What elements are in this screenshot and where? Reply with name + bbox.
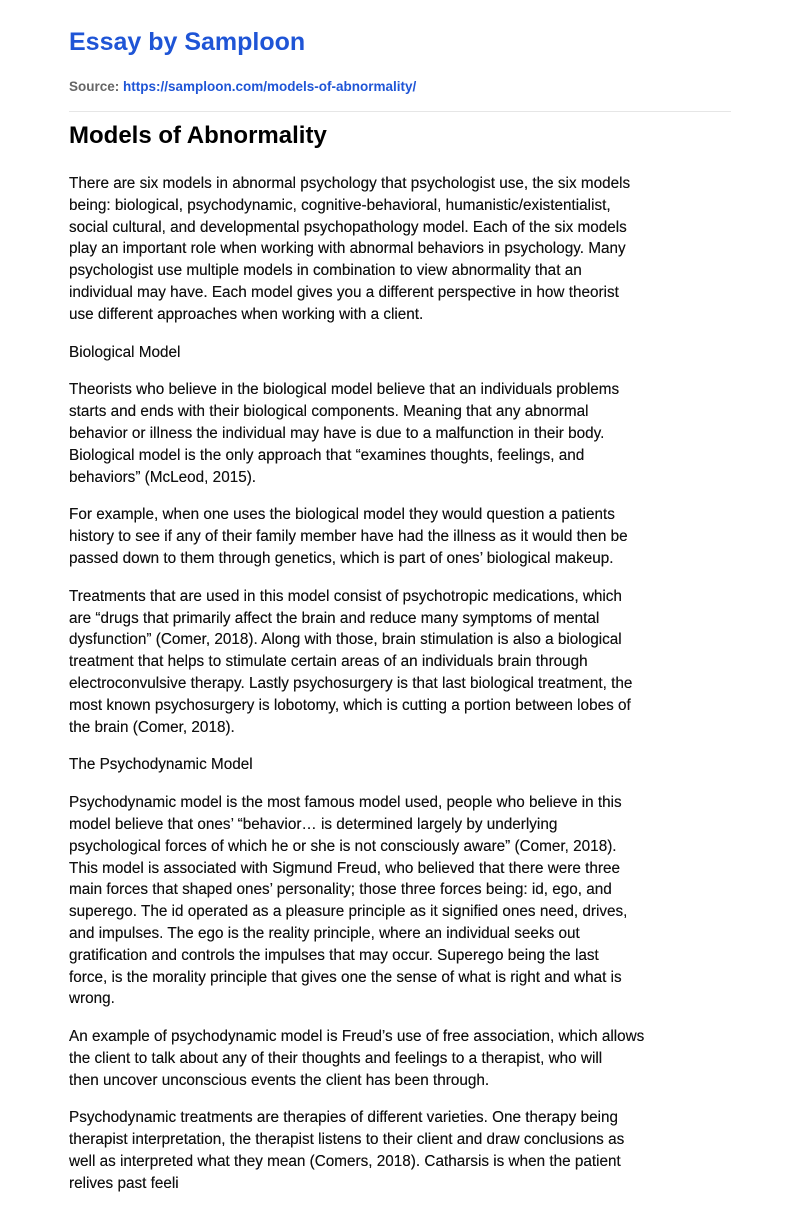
paragraph-line: starts and ends with their biological components. Meaning that any abnormal [69, 403, 589, 421]
paragraph-line: history to see if any of their family member have had the illness as it would then be [69, 528, 628, 546]
paragraph [69, 379, 749, 488]
paragraph-line: dysfunction” (Comer, 2018). Along with those, brain stimulation is also a biological [69, 631, 622, 649]
paragraph-line: Psychodynamic treatments are therapies of different varieties. One therapy being [69, 1109, 618, 1127]
paragraph-line: main forces that shaped ones’ personality; those three forces being: id, ego, and [69, 881, 612, 899]
source-label: Source: [69, 79, 120, 94]
paragraph [69, 1107, 749, 1194]
paragraph [69, 504, 749, 569]
section-heading: The Psychodynamic Model [69, 756, 253, 774]
paragraph-line: play an important role when working with abnormal behaviors in psychology. Many [69, 240, 626, 258]
paragraph-line: Theorists who believe in the biological model believe that an individuals problems [69, 381, 620, 399]
paragraph-line: being: biological, psychodynamic, cognitive-behavioral, humanistic/existentialist, [69, 196, 611, 214]
paragraph-line: behaviors” (McLeod, 2015). [69, 468, 257, 486]
source-link[interactable]: https://samploon.com/models-of-abnormality/ [123, 79, 417, 94]
section-heading: Biological Model [69, 343, 181, 361]
paragraph [69, 1026, 749, 1091]
paragraph-line: well as interpreted what they mean (Comers, 2018). Catharsis is when the patient [69, 1153, 621, 1171]
paragraph-line: the brain (Comer, 2018). [69, 718, 235, 736]
paragraph-line: There are six models in abnormal psychology that psychologist use, the six models [69, 175, 631, 192]
paragraph-line: passed down to them through genetics, which is part of ones’ biological makeup. [69, 549, 614, 567]
paragraph-line: psychologist use multiple models in combination to view abnormality that an [69, 262, 582, 280]
paragraph-line: This model is associated with Sigmund Freud, who believed that there were three [69, 859, 620, 877]
paragraph-line: force, is the morality principle that gives one the sense of what is right and what is [69, 968, 622, 986]
source-line [69, 79, 416, 94]
paragraph [69, 586, 749, 739]
divider [69, 111, 731, 112]
paragraph-line: For example, when one uses the biological model they would question a patients [69, 506, 615, 524]
paragraph-line: psychological forces of which he or she is not consciously aware” (Comer, 2018). [69, 837, 617, 855]
paragraph-line: wrong. [69, 990, 115, 1008]
paragraph-line: social cultural, and developmental psychopathology model. Each of the six models [69, 218, 627, 236]
paragraph-line: therapist interpretation, the therapist listens to their client and draw conclusions as [69, 1131, 625, 1149]
paragraph-line: individual may have. Each model gives you a different perspective in how theorist [69, 283, 619, 301]
paragraph-line: Treatments that are used in this model consist of psychotropic medications, which [69, 587, 622, 605]
paragraph-line: and impulses. The ego is the reality principle, where an individual seeks out [69, 924, 580, 942]
paragraph-line: relives past feeli [69, 1174, 179, 1192]
paragraph-line: most known psychosurgery is lobotomy, which is cutting a portion between lobes of [69, 696, 631, 714]
essay-title: Models of Abnormality [69, 122, 327, 149]
paragraph-line: the client to talk about any of their thoughts and feelings to a therapist, who will [69, 1049, 603, 1067]
paragraph-line: model believe that ones’ “behavior… is determined largely by underlying [69, 815, 558, 833]
essay-body [69, 173, 749, 1211]
paragraph-line: then uncover unconscious events the client has been through. [69, 1071, 490, 1089]
paragraph-line: treatment that helps to stimulate certain areas of an individuals brain through [69, 653, 588, 671]
paragraph-line: use different approaches when working with a client. [69, 305, 424, 323]
paragraph-line: An example of psychodynamic model is Freud’s use of free association, which allows [69, 1028, 645, 1046]
paragraph-line: gratification and controls the impulses that may occur. Superego being the last [69, 946, 599, 964]
paragraph-line: are “drugs that primarily affect the brain and reduce many symptoms of mental [69, 609, 600, 627]
paragraph-line: behavior or illness the individual may have is due to a malfunction in their body. [69, 424, 605, 442]
paragraph-line: electroconvulsive therapy. Lastly psychosurgery is that last biological treatment, the [69, 674, 633, 692]
paragraph-line: superego. The id operated as a pleasure principle as it signified ones need, drives, [69, 903, 628, 921]
paragraph [69, 792, 749, 1010]
paragraph-line: Biological model is the only approach that “examines thoughts, feelings, and [69, 446, 585, 464]
paragraph-line: Psychodynamic model is the most famous model used, people who believe in this [69, 794, 622, 812]
brand-title: Essay by Samploon [69, 28, 306, 56]
paragraph [69, 173, 749, 326]
